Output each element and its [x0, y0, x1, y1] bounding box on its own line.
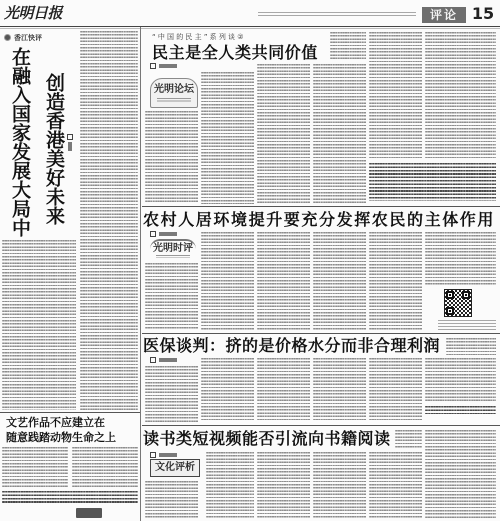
author-byline: [150, 63, 180, 69]
headline: 民主是全人类共同价值: [152, 43, 319, 62]
masthead-logo: 光明日报: [4, 4, 63, 22]
body-text-column: [145, 481, 198, 518]
column-logo-label: 光明时评: [153, 243, 193, 254]
editor-info-box: [2, 491, 138, 503]
second-article-title-line-2: 随意践踏动物生命之上: [6, 431, 116, 444]
body-text-column: [2, 240, 76, 410]
body-text-column: [257, 64, 310, 204]
author-affiliation: [425, 406, 496, 414]
body-text-column: [425, 358, 496, 403]
headline: 农村人居环境提升要充分发挥农民的主体作用: [143, 210, 496, 229]
series-tag: “中国的民主”系列谈②: [152, 33, 246, 41]
body-text-column: [145, 366, 198, 422]
qr-code-icon: [444, 289, 472, 317]
column-divider: [140, 27, 141, 521]
header-rule-thin: [0, 28, 500, 29]
body-text-column: [201, 232, 254, 330]
section-rule: [0, 412, 140, 413]
header-rule: [0, 26, 500, 27]
lead-title-column-1: 在融入国家发展大局中: [9, 47, 31, 237]
body-text-column: [80, 31, 138, 410]
circle-emblem-icon: [4, 34, 11, 41]
body-text-column: [369, 452, 422, 518]
section-rule: [142, 206, 500, 207]
column-logo-wenhua-pingxi: [150, 459, 200, 477]
body-text-column: [395, 430, 422, 448]
body-text-column: [72, 447, 138, 488]
qr-caption: [438, 320, 496, 330]
body-text-column: [425, 232, 496, 286]
body-text-column: [313, 358, 366, 422]
body-text-column: [2, 447, 68, 488]
body-text-column: [206, 452, 254, 518]
body-text-column: [313, 452, 366, 518]
section-label: 评论: [422, 7, 466, 23]
lead-title-column-2: 创造香港美好未来: [43, 73, 65, 225]
body-text-column: [257, 358, 310, 422]
body-text-column: [369, 358, 422, 422]
column-logo-guangming-luntan: [150, 78, 198, 108]
body-text-column: [425, 32, 496, 159]
author-byline: [67, 134, 75, 152]
author-byline: [150, 357, 180, 363]
author-byline: [150, 452, 180, 458]
body-text-column: [257, 452, 310, 518]
second-article-title-line-1: 文艺作品不应建立在: [6, 416, 105, 429]
body-text-column: [145, 111, 198, 204]
section-rule: [142, 333, 500, 334]
column-logo-xiangjiang: [4, 33, 48, 43]
column-logo-mark: [76, 508, 102, 518]
body-text-column: [313, 64, 366, 204]
body-text-column: [313, 232, 366, 330]
headline: 读书类短视频能否引流向书籍阅读: [143, 429, 391, 448]
column-logo-label: 香江快评: [14, 34, 42, 42]
body-text-column: [446, 338, 496, 355]
column-logo-guangming-shiping: [150, 239, 196, 260]
info-box: [369, 163, 496, 201]
body-text-column: [145, 263, 198, 330]
body-text-column: [201, 358, 254, 422]
body-text-column: [201, 72, 254, 204]
page-header-info: [258, 12, 416, 17]
section-rule: [142, 425, 500, 426]
body-text-column: [330, 32, 366, 60]
body-text-column: [257, 232, 310, 330]
column-logo-label: 文化评析: [155, 462, 195, 473]
author-byline: [150, 231, 180, 237]
body-text-column: [425, 430, 496, 518]
body-text-column: [369, 232, 422, 330]
column-logo-label: 光明论坛: [154, 84, 194, 95]
body-text-column: [369, 32, 422, 159]
headline: 医保谈判：挤的是价格水分而非合理利润: [143, 336, 441, 355]
page-number: 15: [471, 4, 495, 23]
